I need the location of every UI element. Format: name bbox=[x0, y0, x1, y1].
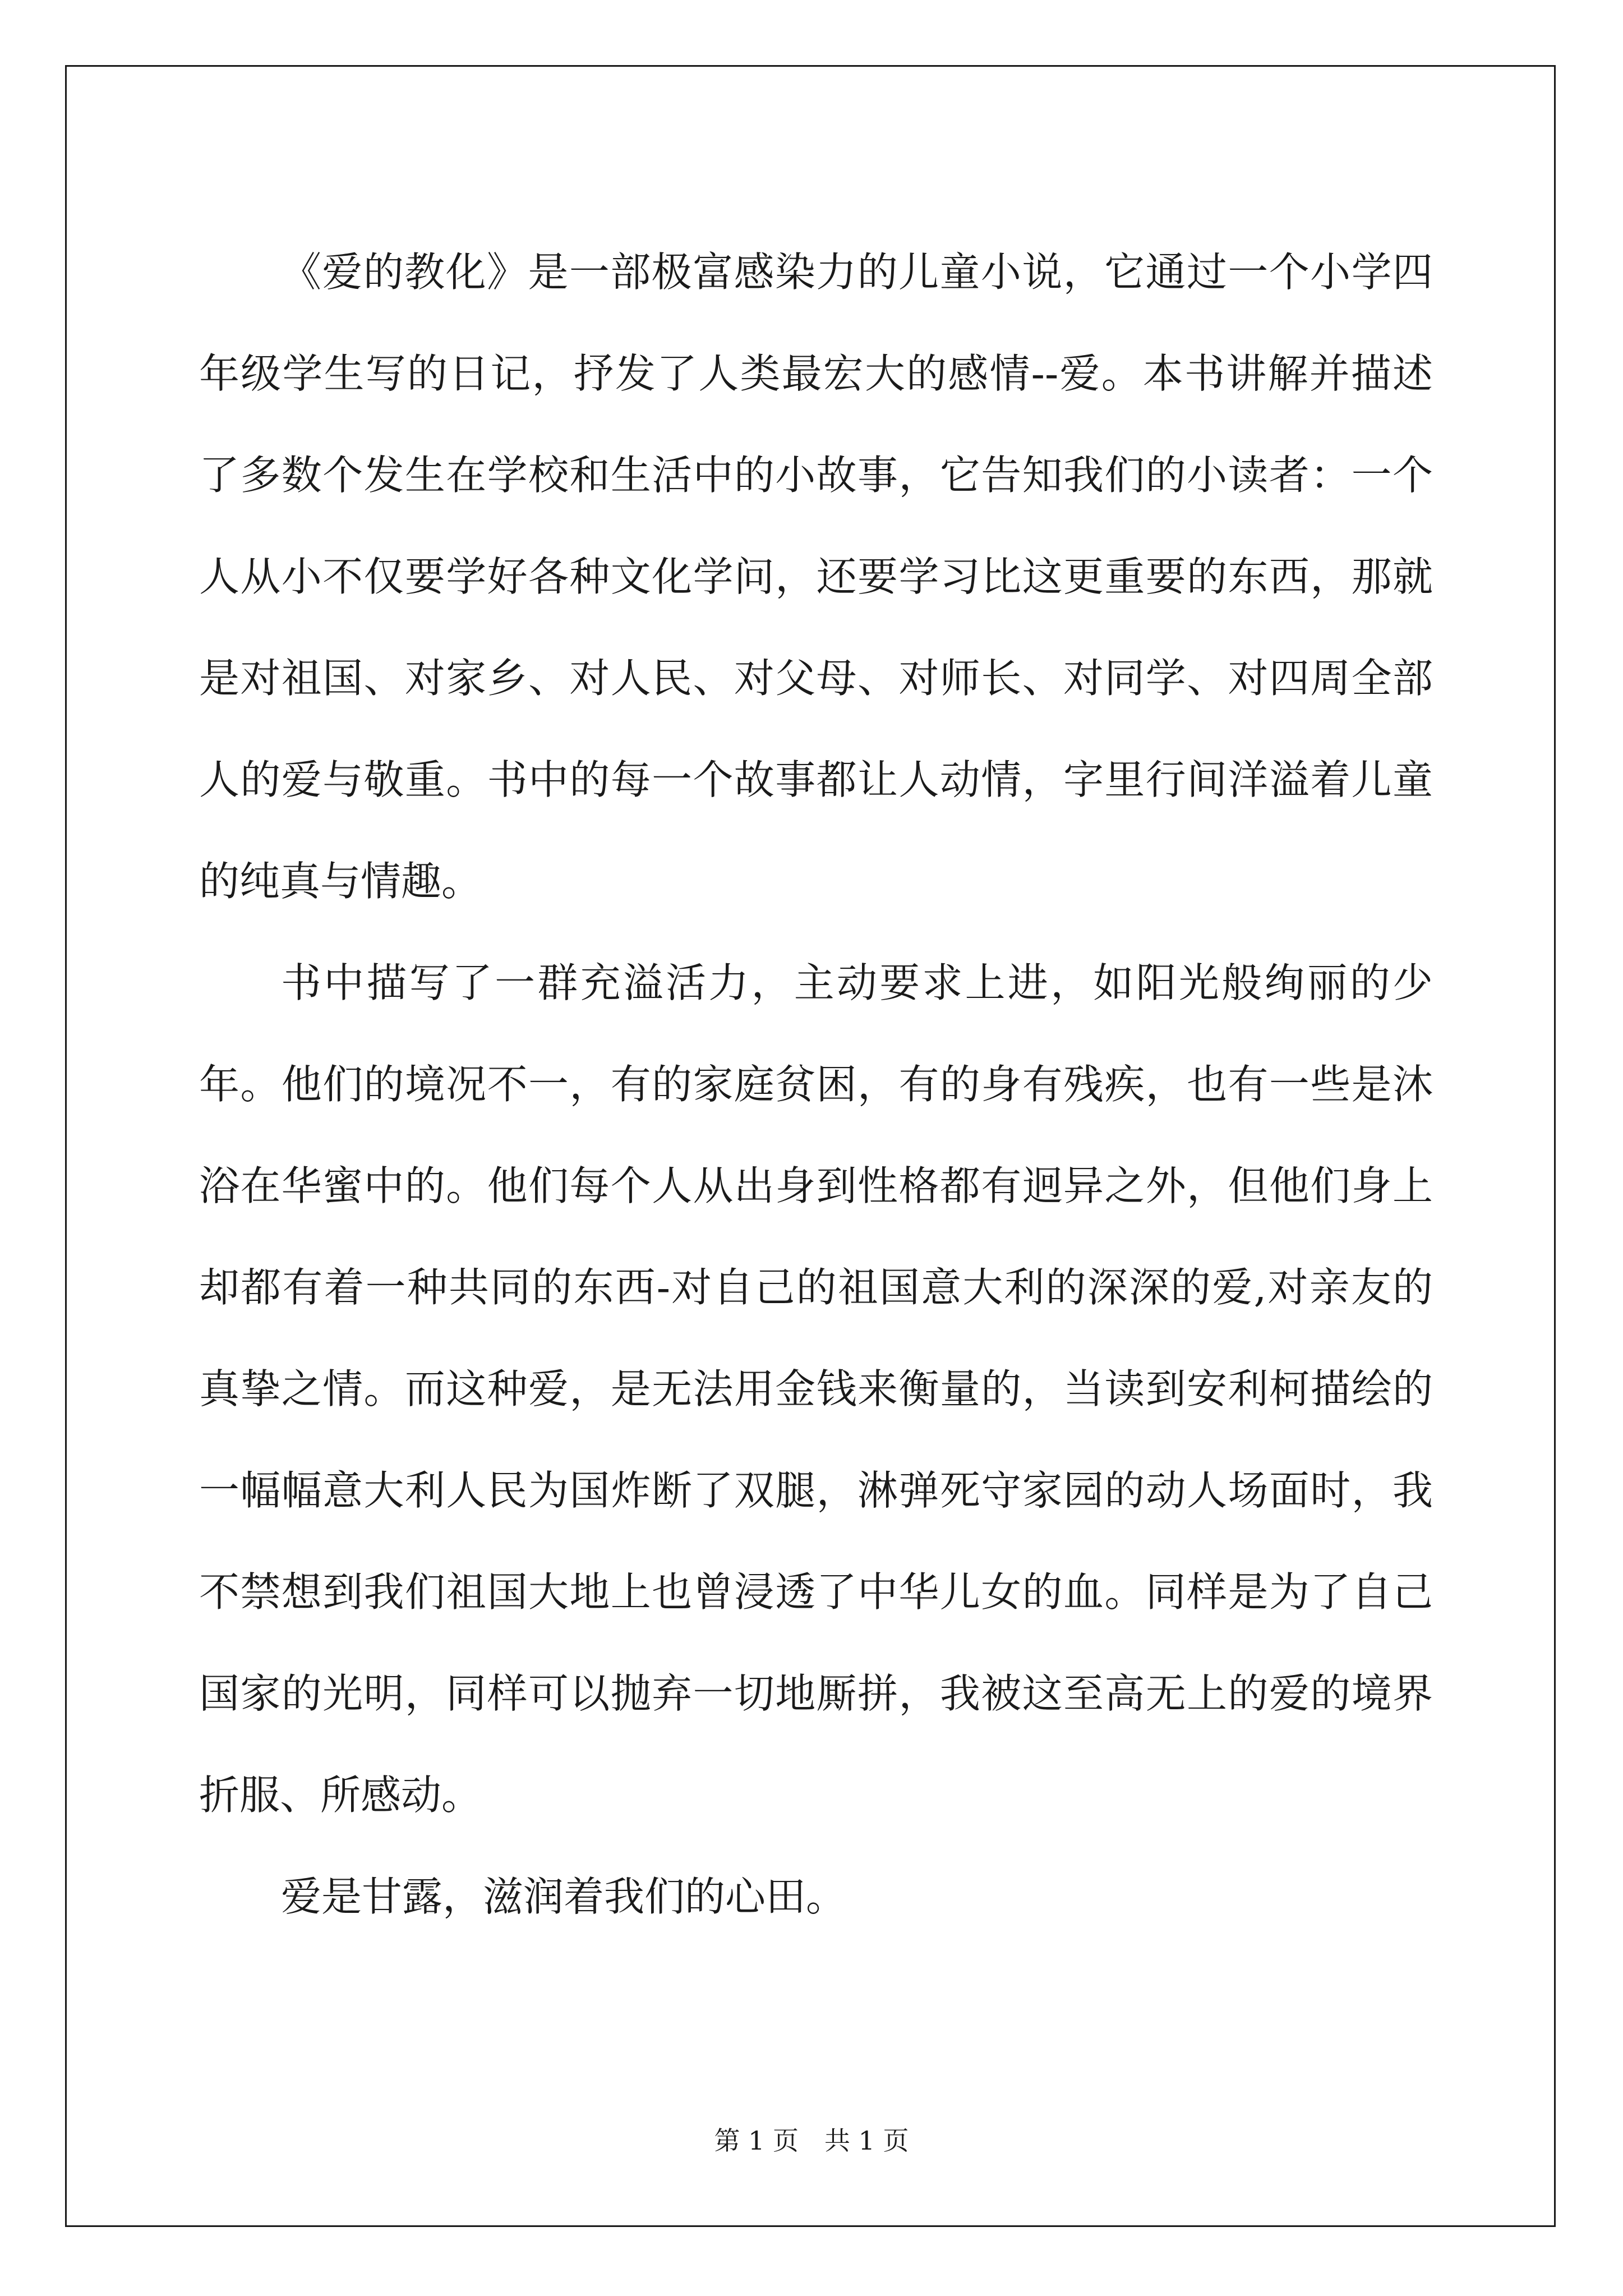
page-number-current: 第 1 页 bbox=[714, 2125, 799, 2156]
page-footer bbox=[0, 2120, 1623, 2157]
paragraph-3: 爱是甘露，滋润着我们的心田。 bbox=[281, 1873, 847, 1920]
paragraph-2: 书中描写了一群充溢活力，主动要求上进，如阳光般绚丽的少年。他们的境况不一，有的家庭贫困，有的身有残疾，也有一些是沐浴在华蜜中的。他们每个人从出身到性格都有迥异之外，但他们身上却都有着一种共同的东西-对自己的祖国意大利的深深的爱,对亲友的真挚之情。而这种爱，是无法用金钱来衡量的，当读到安利柯描绘的一幅幅意大利人民为国炸断了双腿，淋弹死守家园的动人场面时，我不禁想到我们祖国大地上也曾浸透了中华儿女的血。同样是为了自己国家的光明，同样可以抛弃一切地厮拼，我被这至高无上的爱的境界折服、所感动。 bbox=[199, 959, 1433, 1819]
document-body bbox=[199, 222, 1433, 1948]
paragraph-1: 《爱的教化》是一部极富感染力的儿童小说，它通过一个小学四年级学生写的日记，抒发了人类最宏大的感情--爱。本书讲解并描述了多数个发生在学校和生活中的小故事，它告知我们的小读者：一个人从小不仅要学好各种文化学问，还要学习比这更重要的东西，那就是对祖国、对家乡、对人民、对父母、对师长、对同学、对四周全部人的爱与敬重。书中的每一个故事都让人动情，字里行间洋溢着儿童的纯真与情趣。 bbox=[199, 249, 1433, 905]
page-number-total: 共 1 页 bbox=[824, 2125, 909, 2156]
